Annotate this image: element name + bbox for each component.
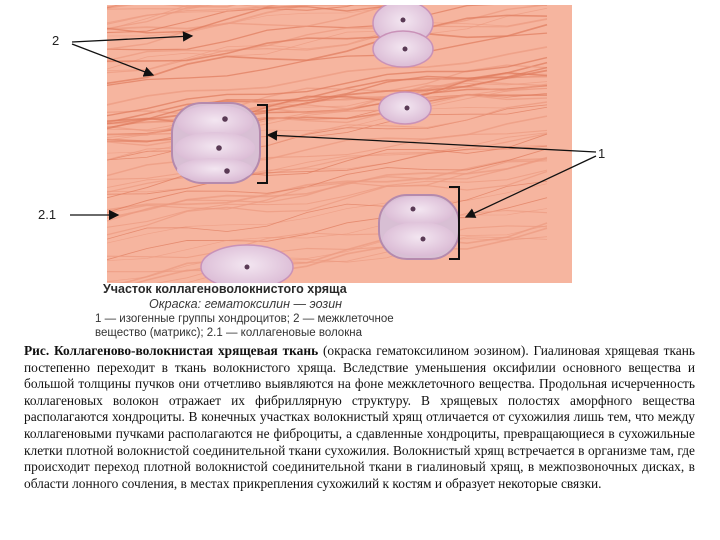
paragraph-body: (окраска гематоксилином эозином). Гиалиновая хрящевая ткань постепенно переходит в ткань волокнистого хряща. Вследствие уменьшения оксифилии основного вещества и большой толщины пучков они отчетливо выявляются на фоне межклеточного вещества. Продольная исчерченность коллагеновых волокон отражает их фибриллярную структуру. В хрящевых полостях аморфного вещества располагаются хондроциты. В конечных участках волокнистый хрящ отличается от сухожилия лишь тем, что между коллагеновыми пучками располагаются не фиброциты, а сдавленные хондроциты, превращающиеся в сухожильные клетки плотной волокнистой соединительной ткани сухожилия. Волокнистый хрящ встречается в организме там, где происходит переход плотной волокнистой соединительной ткани в гиалиновый хрящ, в межпозвоночных дисках, в области лонного сочления, в местах прикрепления сухожилий к костям и образует некоторые связки. [24, 343, 695, 491]
label-2-1: 2.1 [38, 207, 57, 222]
caption-title: Участок коллагеноволокнистого хряща [103, 282, 347, 296]
arrow-2-b [72, 44, 153, 75]
caption-legend-2: вещество (матрикс); 2.1 — коллагеновые волокна [95, 327, 362, 339]
figure-caption [95, 282, 575, 340]
arrow-1-b [466, 156, 596, 217]
caption-legend-1: 1 — изогенные группы хондроцитов; 2 — межклеточное [95, 313, 394, 325]
label-1: 1 [598, 146, 606, 161]
label-2: 2 [52, 33, 60, 48]
description-paragraph [24, 343, 695, 492]
arrow-1-a [268, 135, 596, 152]
caption-stain: Окраска: гематоксилин — эозин [149, 297, 343, 311]
paragraph-lead: Рис. Коллагеново-волокнистая хрящевая ткань [24, 343, 319, 358]
arrow-2-a [72, 36, 192, 42]
